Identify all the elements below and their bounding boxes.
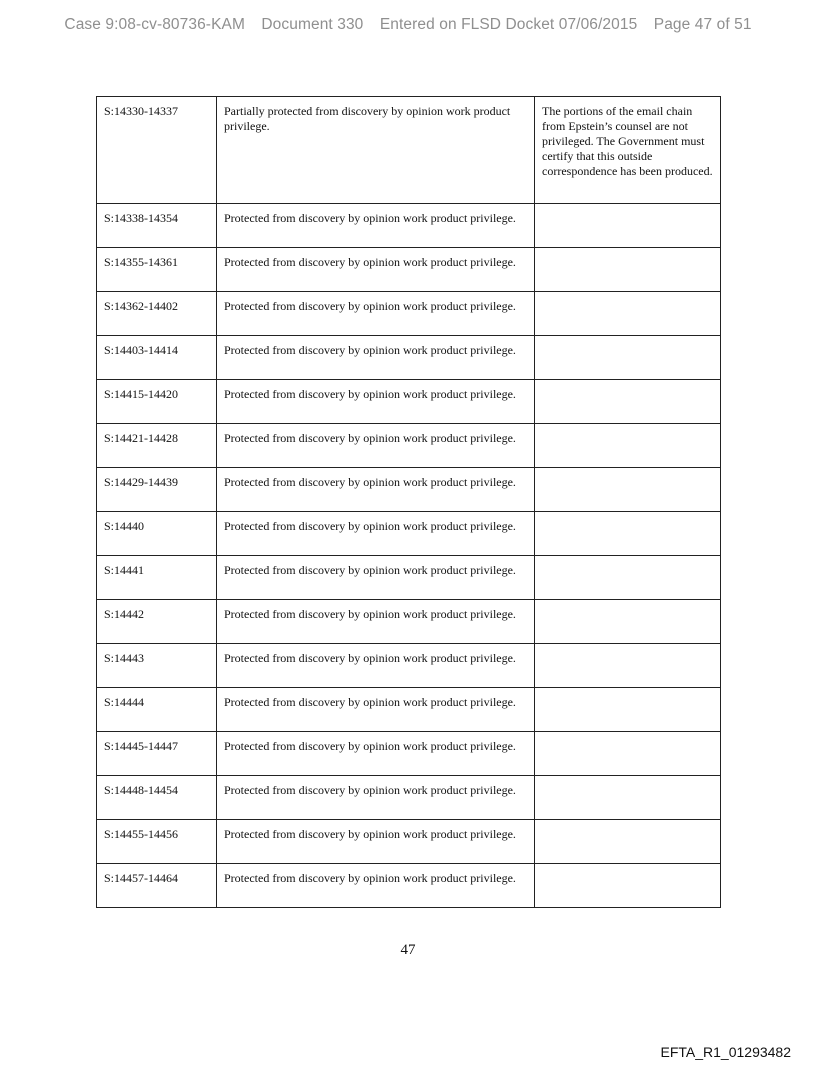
notes-cell	[535, 424, 721, 468]
ruling-cell: Partially protected from discovery by opinion work product privilege.	[217, 97, 535, 204]
notes-cell	[535, 732, 721, 776]
header-page-count: Page 47 of 51	[653, 16, 752, 33]
table-row	[97, 864, 721, 908]
notes-cell	[535, 600, 721, 644]
table-row	[97, 292, 721, 336]
notes-cell	[535, 512, 721, 556]
ruling-cell: Protected from discovery by opinion work product privilege.	[217, 380, 535, 424]
ruling-cell: Protected from discovery by opinion work product privilege.	[217, 688, 535, 732]
ruling-cell: Protected from discovery by opinion work product privilege.	[217, 292, 535, 336]
docket-header	[0, 16, 816, 34]
bates-range-cell: S:14457-14464	[97, 864, 217, 908]
table-row	[97, 380, 721, 424]
bates-range-cell: S:14448-14454	[97, 776, 217, 820]
ruling-cell: Protected from discovery by opinion work product privilege.	[217, 556, 535, 600]
ruling-cell: Protected from discovery by opinion work product privilege.	[217, 820, 535, 864]
ruling-cell: Protected from discovery by opinion work product privilege.	[217, 468, 535, 512]
header-entered-date: Entered on FLSD Docket 07/06/2015	[379, 16, 638, 33]
notes-cell	[535, 468, 721, 512]
table-row	[97, 97, 721, 204]
notes-cell	[535, 292, 721, 336]
bates-range-cell: S:14443	[97, 644, 217, 688]
bates-range-cell: S:14421-14428	[97, 424, 217, 468]
ruling-cell: Protected from discovery by opinion work product privilege.	[217, 732, 535, 776]
notes-cell	[535, 776, 721, 820]
bates-range-cell: S:14403-14414	[97, 336, 217, 380]
ruling-cell: Protected from discovery by opinion work product privilege.	[217, 248, 535, 292]
table-row	[97, 644, 721, 688]
header-document-number: Document 330	[261, 16, 364, 33]
notes-cell	[535, 864, 721, 908]
table-row	[97, 512, 721, 556]
ruling-cell: Protected from discovery by opinion work product privilege.	[217, 424, 535, 468]
table-row	[97, 556, 721, 600]
notes-cell: The portions of the email chain from Epstein’s counsel are not privileged. The Government must certify that this outside correspondence has been produced.	[535, 97, 721, 204]
privilege-log-body	[97, 97, 721, 908]
notes-cell	[535, 380, 721, 424]
table-row	[97, 732, 721, 776]
ruling-cell: Protected from discovery by opinion work product privilege.	[217, 776, 535, 820]
bates-range-cell: S:14415-14420	[97, 380, 217, 424]
table-row	[97, 336, 721, 380]
notes-cell	[535, 336, 721, 380]
table-row	[97, 688, 721, 732]
bates-stamp: EFTA_R1_01293482	[660, 1044, 791, 1060]
bates-range-cell: S:14455-14456	[97, 820, 217, 864]
notes-cell	[535, 556, 721, 600]
bates-range-cell: S:14440	[97, 512, 217, 556]
table-row	[97, 204, 721, 248]
ruling-cell: Protected from discovery by opinion work product privilege.	[217, 600, 535, 644]
ruling-cell: Protected from discovery by opinion work product privilege.	[217, 644, 535, 688]
notes-cell	[535, 820, 721, 864]
page-number: 47	[400, 942, 416, 958]
privilege-log-table	[96, 96, 721, 908]
bates-range-cell: S:14429-14439	[97, 468, 217, 512]
bates-range-cell: S:14330-14337	[97, 97, 217, 204]
notes-cell	[535, 688, 721, 732]
bates-range-cell: S:14362-14402	[97, 292, 217, 336]
table-row	[97, 776, 721, 820]
table-row	[97, 424, 721, 468]
bates-range-cell: S:14338-14354	[97, 204, 217, 248]
ruling-cell: Protected from discovery by opinion work product privilege.	[217, 336, 535, 380]
table-row	[97, 248, 721, 292]
bates-range-cell: S:14441	[97, 556, 217, 600]
bates-range-cell: S:14445-14447	[97, 732, 217, 776]
bates-range-cell: S:14355-14361	[97, 248, 217, 292]
header-case-number: Case 9:08-cv-80736-KAM	[64, 16, 245, 33]
table-row	[97, 468, 721, 512]
ruling-cell: Protected from discovery by opinion work product privilege.	[217, 512, 535, 556]
table-row	[97, 820, 721, 864]
notes-cell	[535, 644, 721, 688]
bates-range-cell: S:14442	[97, 600, 217, 644]
table-row	[97, 600, 721, 644]
notes-cell	[535, 204, 721, 248]
ruling-cell: Protected from discovery by opinion work product privilege.	[217, 204, 535, 248]
ruling-cell: Protected from discovery by opinion work product privilege.	[217, 864, 535, 908]
bates-range-cell: S:14444	[97, 688, 217, 732]
notes-cell	[535, 248, 721, 292]
